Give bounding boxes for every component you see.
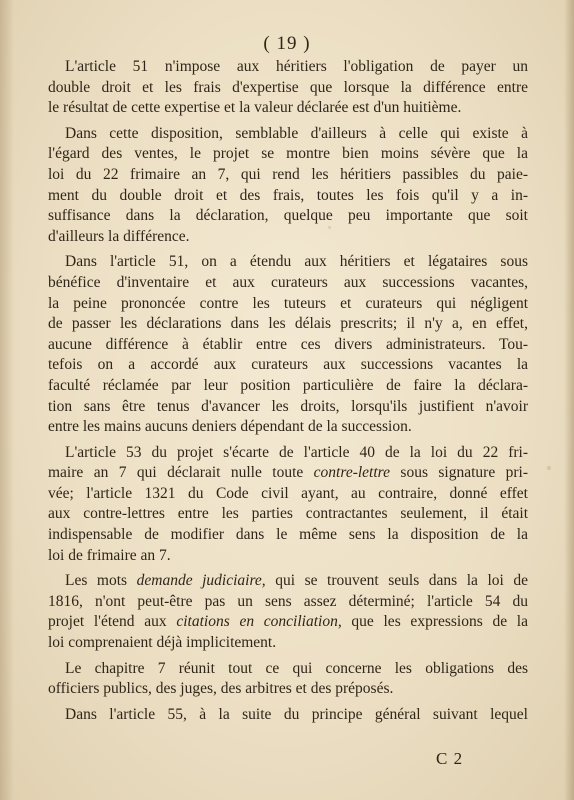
text-line: Le chapitre 7 réunit tout ce qui concerne les obligations des	[65, 659, 528, 677]
page-number: ( 19 )	[263, 33, 311, 54]
text-line: maire an 7 qui déclarait nulle toute contre-lettre sous signature pri-	[48, 464, 528, 482]
paragraph	[48, 705, 528, 726]
text-line: l'égard des ventes, le projet se montre bien moins sévère que la	[48, 145, 528, 163]
text-line: Dans l'article 55, à la suite du principe général suivant lequel	[65, 705, 528, 723]
text-line: Dans l'article 51, on a étendu aux héritiers et légataires sous	[65, 253, 528, 271]
text-line: faculté réclamée par leur position particulière de faire la déclara-	[48, 376, 528, 394]
italic-term: contre-lettre	[313, 464, 390, 482]
text-line: bénéfice d'inventaire et aux curateurs aux successions vacantes,	[48, 273, 528, 291]
text-line: d'ailleurs la différence.	[48, 227, 190, 245]
text-line: le résultat de cette expertise et la valeur déclarée est d'un huitième.	[48, 99, 462, 117]
signature-mark: C 2	[436, 749, 464, 768]
paragraph	[48, 659, 528, 700]
text-line: Les mots demande judiciaire, qui se trouvent seuls dans la loi de	[65, 572, 528, 590]
page-edge-shadow-left	[0, 0, 14, 800]
text-line: entre les mains aucuns deniers dépendant de la succession.	[48, 418, 412, 436]
paragraph	[48, 571, 528, 653]
text-line: ment du double droit et des frais, toutes les fois qu'il y a in-	[48, 186, 528, 204]
text-line: L'article 53 du projet s'écarte de l'article 40 de la loi du 22 fri-	[65, 443, 528, 461]
text-line: vée; l'article 1321 du Code civil ayant, au contraire, donné effet	[48, 484, 528, 502]
text-line: aucune différence à établir entre ces divers administrateurs. Tou-	[48, 335, 528, 353]
foxing-spot	[547, 466, 551, 470]
page-edge-shadow-right	[564, 0, 574, 800]
body-text	[48, 57, 528, 725]
paragraph	[48, 57, 528, 119]
italic-term: citations en conciliation,	[176, 613, 342, 631]
paragraph	[48, 443, 528, 567]
text-line: loi comprenaient déjà implicitement.	[48, 634, 277, 652]
text-line: Dans cette disposition, semblable d'ailleurs à celle qui existe à	[65, 124, 528, 142]
text-line: la peine prononcée contre les tuteurs et curateurs qui négligent	[48, 294, 528, 312]
paragraph	[48, 124, 528, 248]
italic-term: demande judiciaire,	[136, 572, 266, 590]
text-line: officiers publics, des juges, des arbitres et des préposés.	[48, 680, 394, 698]
text-line: tion sans être tenus d'avancer les droits, lorsqu'ils justifient n'avoir	[48, 397, 528, 415]
text-line: aux contre-lettres entre les parties contractantes seulement, il était	[48, 505, 528, 523]
text-line: 1816, n'ont peut-être pas un sens assez déterminé; l'article 54 du	[48, 592, 528, 610]
text-line: projet l'étend aux citations en conciliation, que les expressions de la	[48, 613, 528, 631]
text-line: double droit et les frais d'expertise que lorsque la différence entre	[48, 78, 528, 96]
text-line: suffisance dans la déclaration, quelque peu importante que soit	[48, 207, 528, 225]
paragraph	[48, 252, 528, 437]
text-line: loi de frimaire an 7.	[48, 546, 171, 564]
text-line: L'article 51 n'impose aux héritiers l'obligation de payer un	[65, 58, 528, 75]
text-line: loi du 22 frimaire an 7, qui rend les héritiers passibles du paie-	[48, 165, 528, 183]
text-line: de passer les déclarations dans les délais prescrits; il n'y a, en effet,	[48, 315, 528, 333]
text-line: indispensable de modifier dans le même sens la disposition de la	[48, 526, 528, 544]
text-line: tefois on a accordé aux curateurs aux successions vacantes la	[48, 356, 528, 374]
